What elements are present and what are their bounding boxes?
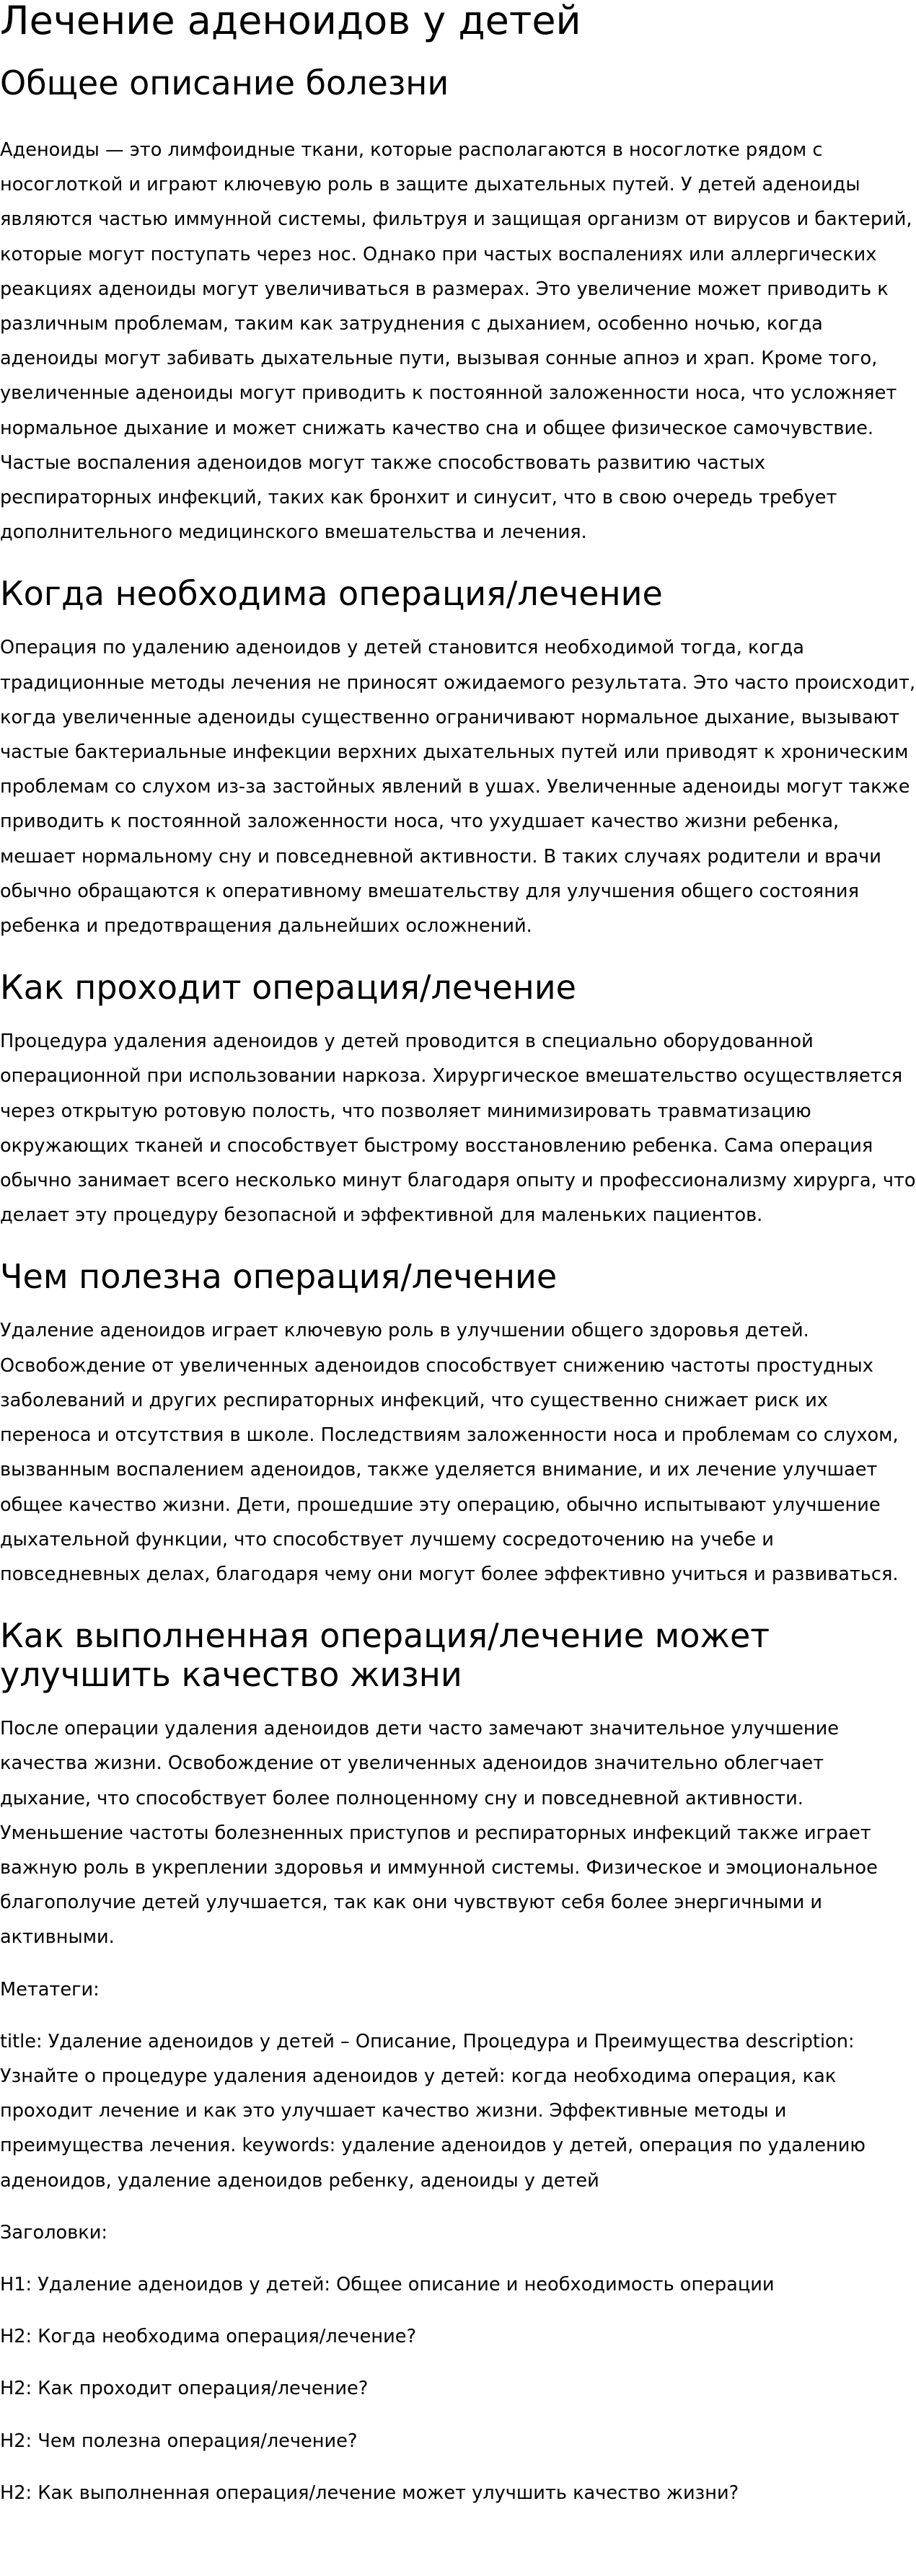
section-body-quality-of-life: После операции удаления аденоидов дети часто замечают значительное улучшение качества жизни. Освобождение от увеличенных аденоидов значительно облегчает дыхание, что способствует более полноценному сну и повседневной активности. Уменьшение частоты болезненных приступов и респираторных инфекций также играет важную роль в укреплении здоровья и иммунной системы. Физическое и эмоциональное благополучие детей улучшается, так как они чувствуют себя более энергичными и активными. <box>0 1718 878 1949</box>
section-body-procedure: Процедура удаления аденоидов у детей проводится в специально оборудованной операционной при использовании наркоза. Хирургическое вмешательство осуществляется через открытую ротовую полость, что позволяет минимизировать травматизацию окружающих тканей и способствует быстрому восстановлению ребенка. Сама операция обычно занимает всего несколько минут благодаря опыту и профессионализму хирурга, что делает эту процедуру безопасной и эффективной для маленьких пациентов. <box>0 1031 916 1227</box>
section-body-description: Аденоиды — это лимфоидные ткани, которые располагаются в носоглотке рядом с носоглоткой и играют ключевую роль в защите дыхательных путей. У детей аденоиды являются частью иммунной системы, фильтруя и защищая организм от вирусов и бактерий, которые могут поступать через нос. Однако при частых воспалениях или аллергических реакциях аденоиды могут увеличиваться в размерах. Это увеличение может приводить к различным проблемам, таким как затруднения с дыханием, особенно ночью, когда аденоиды могут забивать дыхательные пути, вызывая сонные апноэ и храп. Кроме того, увеличенные аденоиды могут приводить к постоянной заложенности носа, что усложняет нормальное дыхание и может снижать качество сна и общее физическое самочувствие. Частые воспаления аденоидов могут также способствовать развитию частых респираторных инфекций, таких как бронхит и синусит, что в свою очередь требует дополнительного медицинского вмешательства и лечения. <box>0 139 912 544</box>
section-heading-description: Общее описание болезни <box>0 63 449 102</box>
heading-item-h1: H1: Удаление аденоидов у детей: Общее описание и необходимость операции <box>0 2273 775 2295</box>
page-title: Лечение аденоидов у детей <box>0 0 581 43</box>
heading-item-h2-benefits: H2: Чем полезна операция/лечение? <box>0 2430 358 2452</box>
heading-item-h2-when: H2: Когда необходима операция/лечение? <box>0 2326 417 2348</box>
section-heading-when-needed: Когда необходима операция/лечение <box>0 574 663 614</box>
section-heading-procedure: Как проходит операция/лечение <box>0 968 576 1007</box>
meta-text: title: Удаление аденоидов у детей – Описание, Процедура и Преимущества description: Узнайте о процедуре удаления аденоидов у детей: когда необходима операция, как проходит лечение и как это улучшает качество жизни. Эффективные методы и преимущества лечения. keywords: удаление аденоидов у детей, операция по удалению аденоидов, удаление аденоидов ребенку, аденоиды у детей <box>0 2030 866 2192</box>
section-heading-benefits: Чем полезна операция/лечение <box>0 1257 558 1297</box>
section-heading-quality-of-life: Как выполненная операция/лечение может улучшить качество жизни <box>0 1616 770 1695</box>
heading-item-h2-procedure: H2: Как проходит операция/лечение? <box>0 2378 369 2400</box>
heading-item-h2-quality: H2: Как выполненная операция/лечение может улучшить качество жизни? <box>0 2482 739 2504</box>
section-body-benefits: Удаление аденоидов играет ключевую роль в улучшении общего здоровья детей. Освобождение от увеличенных аденоидов способствует снижению частоты простудных заболеваний и других респираторных инфекций, что существенно снижает риск их переноса и отсутствия в школе. Последствиям заложенности носа и проблемам со слухом, вызванным воспалением аденоидов, также уделяется внимание, и их лечение улучшает общее качество жизни. Дети, прошедшие эту операцию, обычно испытывают улучшение дыхательной функции, что способствует лучшему сосредоточению на учебе и повседневных делах, благодаря чему они могут более эффективно учиться и развиваться. <box>0 1320 899 1585</box>
headings-label: Заголовки: <box>0 2221 108 2244</box>
meta-label: Метатеги: <box>0 1978 100 2001</box>
section-body-when-needed: Операция по удалению аденоидов у детей становится необходимой тогда, когда традиционные методы лечения не приносят ожидаемого результата. Это часто происходит, когда увеличенные аденоиды существенно ограничивают нормальное дыхание, вызывают частые бактериальные инфекции верхних дыхательных путей или приводят к хроническим проблемам со слухом из-за застойных явлений в ушах. Увеличенные аденоиды могут также приводить к постоянной заложенности носа, что ухудшает качество жизни ребенка, мешает нормальному сну и повседневной активности. В таких случаях родители и врачи обычно обращаются к оперативному вмешательству для улучшения общего состояния ребенка и предотвращения дальнейших осложнений. <box>0 637 916 938</box>
